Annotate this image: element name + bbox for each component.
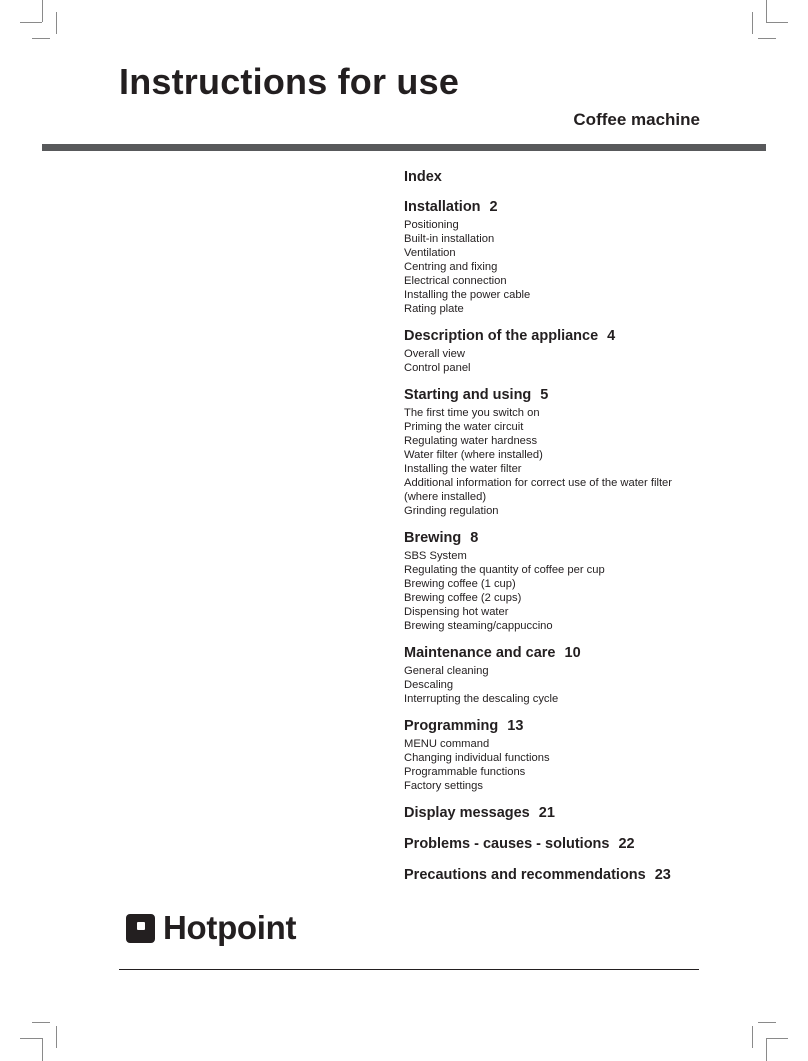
- list-item[interactable]: Dispensing hot water: [404, 606, 509, 618]
- list-item[interactable]: Installing the power cable: [404, 289, 531, 301]
- section-title-text: Maintenance and care: [404, 645, 556, 661]
- list-item[interactable]: Control panel: [404, 362, 471, 374]
- section-page: 2: [489, 199, 498, 215]
- crop-mark: [766, 0, 767, 22]
- list-item[interactable]: Additional information for correct use of the water filter (where installed): [404, 477, 673, 503]
- crop-mark: [42, 0, 43, 22]
- crop-mark: [766, 1038, 767, 1061]
- section-title-text: Description of the appliance: [404, 328, 599, 344]
- section-page: 21: [538, 805, 555, 821]
- index-section: [404, 387, 704, 518]
- page-subtitle: Coffee machine: [573, 110, 700, 129]
- list-item[interactable]: Changing individual functions: [404, 752, 550, 764]
- section-page: 22: [618, 836, 635, 852]
- index-heading: Index: [404, 169, 442, 185]
- crop-mark: [32, 38, 50, 39]
- list-item[interactable]: Interrupting the descaling cycle: [404, 693, 559, 705]
- section-title[interactable]: [404, 530, 704, 547]
- section-title[interactable]: [404, 836, 704, 853]
- section-page: 8: [470, 530, 479, 546]
- section-page: 4: [607, 328, 616, 344]
- section-title-text: Programming: [404, 718, 499, 734]
- crop-mark: [766, 1038, 788, 1039]
- section-title-text: Installation: [404, 199, 481, 215]
- index-section: [404, 836, 704, 853]
- crop-mark: [752, 12, 753, 34]
- section-items: [404, 664, 704, 706]
- footer-divider: [119, 969, 699, 970]
- section-page: 5: [540, 387, 549, 403]
- list-item[interactable]: Rating plate: [404, 303, 464, 315]
- list-item[interactable]: Overall view: [404, 348, 465, 360]
- section-title[interactable]: [404, 867, 704, 884]
- index-section: [404, 328, 704, 375]
- crop-mark: [56, 12, 57, 34]
- list-item[interactable]: Electrical connection: [404, 275, 507, 287]
- section-title[interactable]: [404, 805, 704, 822]
- brand-name: Hotpoint: [163, 909, 297, 946]
- section-title[interactable]: [404, 387, 704, 404]
- list-item[interactable]: Brewing steaming/cappuccino: [404, 620, 553, 632]
- section-title[interactable]: [404, 645, 704, 662]
- index-section: [404, 718, 704, 793]
- section-title[interactable]: [404, 328, 704, 345]
- section-title[interactable]: [404, 199, 704, 216]
- crop-mark: [20, 22, 42, 23]
- list-item[interactable]: Descaling: [404, 679, 454, 691]
- section-items: [404, 347, 704, 375]
- index-section: [404, 867, 704, 884]
- section-title-text: Display messages: [404, 805, 530, 821]
- list-item[interactable]: General cleaning: [404, 665, 489, 677]
- crop-mark: [20, 1038, 42, 1039]
- section-title-text: Precautions and recommendations: [404, 867, 646, 883]
- section-items: [404, 218, 704, 316]
- list-item[interactable]: Regulating water hardness: [404, 435, 538, 447]
- crop-mark: [758, 1022, 776, 1023]
- hotpoint-logo: [126, 910, 296, 946]
- list-item[interactable]: Regulating the quantity of coffee per cup: [404, 564, 605, 576]
- crop-mark: [32, 1022, 50, 1023]
- list-item[interactable]: SBS System: [404, 550, 467, 562]
- crop-mark: [752, 1026, 753, 1048]
- list-item[interactable]: MENU command: [404, 738, 490, 750]
- section-items: [404, 549, 704, 633]
- crop-mark: [766, 22, 788, 23]
- section-title[interactable]: [404, 718, 704, 735]
- list-item[interactable]: Positioning: [404, 219, 459, 231]
- crop-mark: [56, 1026, 57, 1048]
- list-item[interactable]: Brewing coffee (2 cups): [404, 592, 522, 604]
- list-item[interactable]: Water filter (where installed): [404, 449, 543, 461]
- page-title: Instructions for use: [119, 61, 460, 102]
- section-title-text: Problems - causes - solutions: [404, 836, 610, 852]
- list-item[interactable]: Programmable functions: [404, 766, 526, 778]
- crop-mark: [758, 38, 776, 39]
- list-item[interactable]: Installing the water filter: [404, 463, 522, 475]
- list-item[interactable]: Factory settings: [404, 780, 483, 792]
- header-divider: [42, 144, 766, 151]
- section-page: 23: [654, 867, 671, 883]
- section-title-text: Starting and using: [404, 387, 532, 403]
- list-item[interactable]: Priming the water circuit: [404, 421, 524, 433]
- section-title-text: Brewing: [404, 530, 462, 546]
- list-item[interactable]: Ventilation: [404, 247, 456, 259]
- index-section: [404, 645, 704, 706]
- list-item[interactable]: Built-in installation: [404, 233, 495, 245]
- crop-mark: [42, 1038, 43, 1061]
- list-item[interactable]: Centring and fixing: [404, 261, 498, 273]
- hotpoint-logo-icon: [126, 914, 155, 943]
- index: [404, 168, 704, 898]
- section-items: [404, 737, 704, 793]
- index-section: [404, 805, 704, 822]
- index-section: [404, 530, 704, 633]
- section-page: 10: [564, 645, 581, 661]
- section-page: 13: [507, 718, 524, 734]
- section-items: [404, 406, 704, 518]
- list-item[interactable]: The first time you switch on: [404, 407, 540, 419]
- list-item[interactable]: Brewing coffee (1 cup): [404, 578, 516, 590]
- index-section: [404, 199, 704, 316]
- list-item[interactable]: Grinding regulation: [404, 505, 499, 517]
